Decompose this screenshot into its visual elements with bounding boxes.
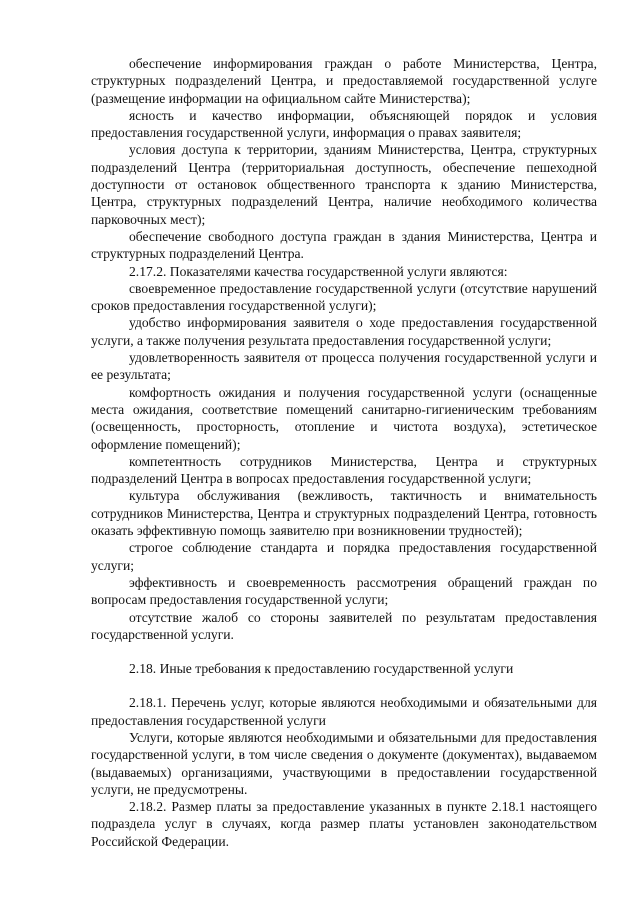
paragraph: строгое соблюдение стандарта и порядка предоставления государственной услуги; <box>91 540 597 573</box>
paragraph: компетентность сотрудников Министерства, Центра и структурных подразделений Центра в вопросах предоставления государственной услуги; <box>91 453 597 487</box>
paragraph: ясность и качество информации, объясняющей порядок и условия предоставления государственной услуги, информация о правах заявителя; <box>91 107 597 141</box>
paragraph: обеспечение свободного доступа граждан в здания Министерства, Центра и структурных подразделений Центра. <box>91 228 597 262</box>
paragraph: своевременное предоставление государственной услуги (отсутствие нарушений сроков предоставления государственной услуги); <box>91 280 597 314</box>
paragraph: отсутствие жалоб со стороны заявителей по результатам предоставления государственной услуги. <box>91 609 597 642</box>
paragraph: удобство информирования заявителя о ходе предоставления государственной услуги, а также получения результата предоставления государственной услуги; <box>91 315 597 348</box>
paragraph: 2.18.1. Перечень услуг, которые являются необходимыми и обязательными для предоставления государственной услуги <box>91 695 597 728</box>
paragraph: обеспечение информирования граждан о работе Министерства, Центра, структурных подразделений Центра, и предоставляемой государственной услуге (размещение информации на официальном сайте Министерства); <box>91 56 597 106</box>
paragraph: комфортность ожидания и получения государственной услуги (оснащенные места ожидания, соответствие помещений санитарно-гигиеническим требованиям (освещенность, просторность, отопление и чистота воздуха), эстетическое оформление помещений); <box>91 384 597 452</box>
paragraph: 2.18.2. Размер платы за предоставление указанных в пункте 2.18.1 настоящего подраздела услуг в случаях, когда размер платы установлен законодательством Российской Федерации. <box>91 799 597 849</box>
paragraph: эффективность и своевременность рассмотрения обращений граждан по вопросам предоставления государственной услуги; <box>91 574 597 608</box>
paragraph: 2.17.2. Показателями качества государственной услуги являются: <box>129 263 508 279</box>
spacer <box>91 643 597 660</box>
paragraph: условия доступа к территории, зданиям Министерства, Центра, структурных подразделений Центра (территориальная доступность, обеспечение пешеходной доступности от остановок общественного транспорта к зданию Министерства, Центра, структурных подразделений Центра, наличие необходимого количества парковочных мест); <box>91 142 597 227</box>
paragraph: Услуги, которые являются необходимыми и обязательными для предоставления государственной услуги, в том числе сведения о документе (документах), выдаваемом (выдаваемых) организациями, участвующими в предоставлении государственной услуги, не предусмотрены. <box>91 729 597 797</box>
paragraph: удовлетворенность заявителя от процесса получения государственной услуги и ее результата; <box>91 350 597 383</box>
spacer <box>91 677 597 694</box>
paragraph: культура обслуживания (вежливость, тактичность и внимательность сотрудников Министерства, Центра и структурных подразделений Центра, готовность оказать эффективную помощь заявителю при возникновении трудностей); <box>91 488 597 539</box>
section-heading: 2.18. Иные требования к предоставлению государственной услуги <box>129 661 514 677</box>
